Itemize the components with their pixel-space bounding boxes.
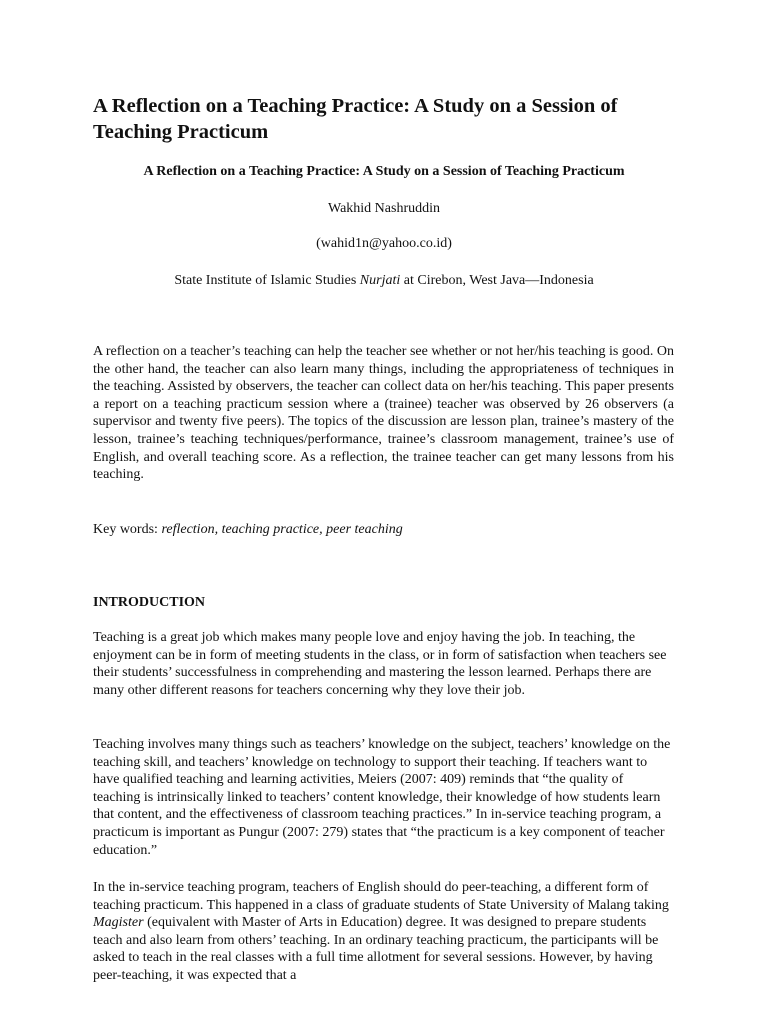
section-heading-introduction: INTRODUCTION — [93, 595, 206, 610]
author-name: Wakhid Nashruddin — [327, 201, 441, 216]
keywords-label: Key words: — [93, 522, 162, 537]
paper-subtitle: A Reflection on a Teaching Practice: A Study on a Session of Teaching Practicum — [143, 164, 625, 179]
document-title: A Reflection on a Teaching Practice: A Study on a Session of Teaching Practicum — [93, 95, 618, 143]
paragraph-text: In the in-service teaching program, teachers of English should do peer-teaching, a different form of teaching practicum. This happened in a class of graduate students of State University of Malang taking — [93, 880, 669, 913]
keywords-value: reflection, teaching practice, peer teaching — [161, 522, 403, 537]
keywords-line — [93, 521, 674, 539]
author-affiliation — [60, 272, 708, 290]
paragraph-italic: Magister — [93, 915, 144, 931]
body-paragraph: Teaching is a great job which makes many people love and enjoy having the job. In teaching, the enjoyment can be in form of meeting students in the class, or in form of satisfaction when teachers see their students’ successfulness in comprehending and mastering the lesson learned. Perhaps there are many other different reasons for teachers concerning why they love their job. — [93, 630, 667, 698]
paragraph-text: (equivalent with Master of Arts in Education) degree. It was designed to prepare students teach and also learn from others’ teaching. In an ordinary teaching practicum, the participants will be asked to teach in the real classes with a full time allotment for several sessions. However, by having peer-teaching, it was expected that a — [93, 915, 659, 983]
author-email: (wahid1n@yahoo.co.id) — [316, 236, 452, 251]
affiliation-italic: Nurjati — [359, 273, 401, 288]
affiliation-suffix: at Cirebon, West Java—Indonesia — [400, 273, 594, 288]
body-paragraph: Teaching involves many things such as teachers’ knowledge on the subject, teachers’ knowledge on the teaching skill, and teachers’ knowledge on technology to support their teaching. If teachers want to have qualified teaching and learning activities, Meiers (2007: 409) reminds that “the quality of teaching is intrinsically linked to teachers’ content knowledge, their knowledge of how students learn that content, and the effectiveness of classroom teaching practices.” In in-service teaching program, a practicum is important as Pungur (2007: 279) states that “the practicum is a key component of teacher education.” — [93, 737, 671, 858]
body-paragraph — [93, 879, 674, 985]
affiliation-prefix: State Institute of Islamic Studies — [174, 273, 360, 288]
abstract-paragraph: A reflection on a teacher’s teaching can help the teacher see whether or not her/his teaching is good. On the other hand, the teacher can also learn many things, including the appropriateness of techniques in the teaching. Assisted by observers, the teacher can collect data on her/his teaching. This paper presents a report on a teaching practicum session where a (trainee) teacher was observed by 26 observers (a supervisor and twenty five peers). The topics of the discussion are lesson plan, trainee’s mastery of the lesson, trainee’s teaching techniques/performance, trainee’s classroom management, trainee’s use of English, and overall teaching score. As a reflection, the trainee teacher can get many lessons from his teaching. — [93, 344, 674, 483]
